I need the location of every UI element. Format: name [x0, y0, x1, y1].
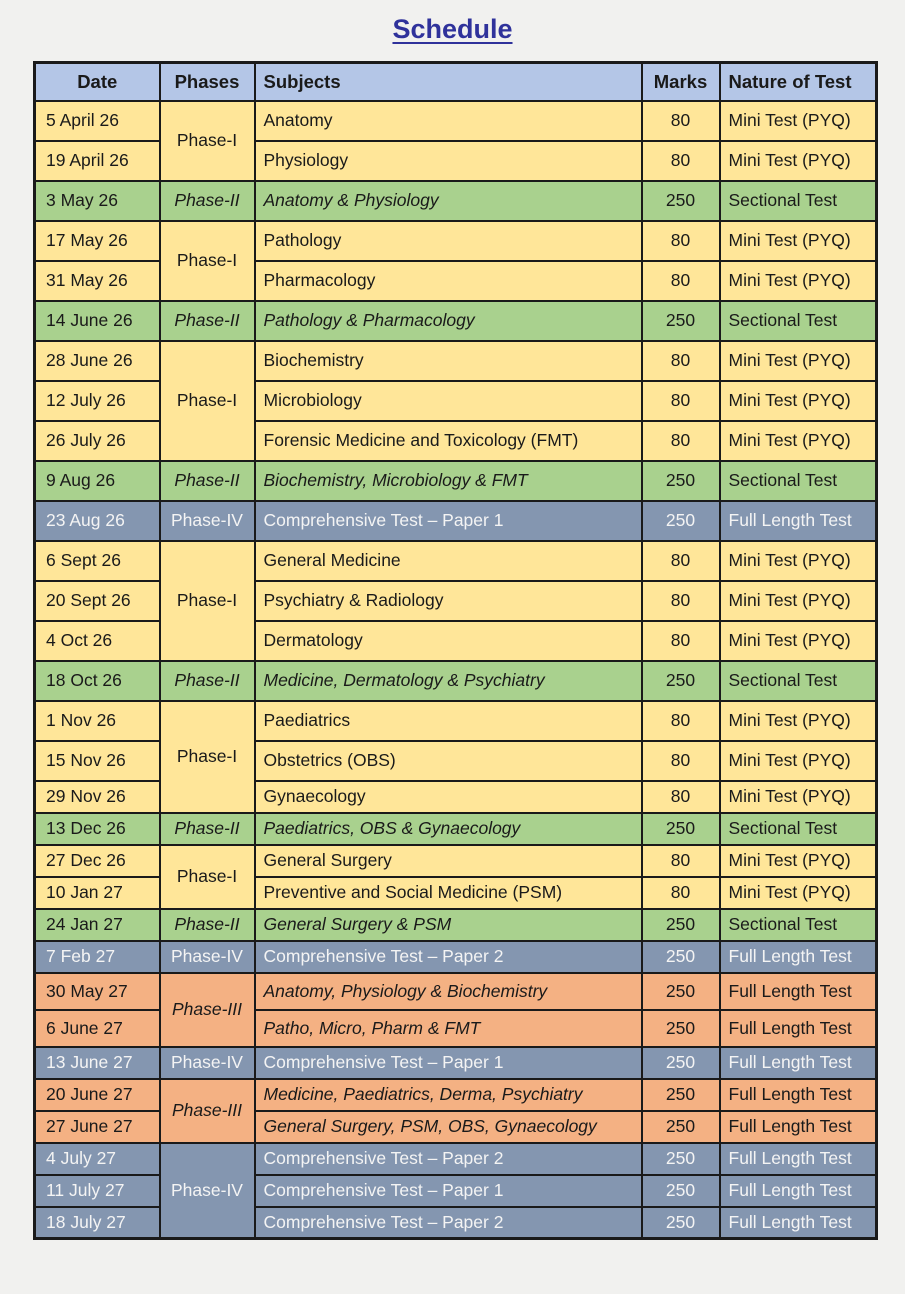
marks-cell: 80 [642, 581, 720, 621]
date-cell: 17 May 26 [35, 221, 160, 261]
marks-cell: 250 [642, 1207, 720, 1239]
date-cell: 5 April 26 [35, 101, 160, 141]
phase-cell: Phase-IV [160, 1047, 255, 1079]
table-header [35, 63, 877, 101]
nature-of-test-cell: Sectional Test [720, 301, 877, 341]
table-row [35, 101, 877, 141]
marks-cell: 250 [642, 941, 720, 973]
subject-cell: General Medicine [255, 541, 642, 581]
date-cell: 6 Sept 26 [35, 541, 160, 581]
nature-of-test-cell: Mini Test (PYQ) [720, 581, 877, 621]
marks-cell: 80 [642, 341, 720, 381]
phase-cell: Phase-I [160, 221, 255, 301]
phase-cell: Phase-I [160, 341, 255, 461]
subject-cell: Paediatrics, OBS & Gynaecology [255, 813, 642, 845]
subject-cell: Patho, Micro, Pharm & FMT [255, 1010, 642, 1047]
subject-cell: Physiology [255, 141, 642, 181]
marks-cell: 250 [642, 1079, 720, 1111]
subject-cell: Comprehensive Test – Paper 2 [255, 1143, 642, 1175]
phase-cell: Phase-IV [160, 1143, 255, 1239]
marks-cell: 250 [642, 1047, 720, 1079]
page-title: Schedule [392, 14, 513, 44]
table-row [35, 461, 877, 501]
phase-cell: Phase-I [160, 101, 255, 181]
date-cell: 3 May 26 [35, 181, 160, 221]
marks-cell: 250 [642, 973, 720, 1010]
nature-of-test-cell: Full Length Test [720, 1111, 877, 1143]
nature-of-test-cell: Full Length Test [720, 941, 877, 973]
marks-cell: 250 [642, 1143, 720, 1175]
subject-cell: Comprehensive Test – Paper 1 [255, 1047, 642, 1079]
marks-cell: 80 [642, 621, 720, 661]
phase-cell: Phase-II [160, 181, 255, 221]
date-cell: 6 June 27 [35, 1010, 160, 1047]
marks-cell: 80 [642, 845, 720, 877]
nature-of-test-cell: Mini Test (PYQ) [720, 741, 877, 781]
schedule-table [33, 61, 878, 1240]
date-cell: 28 June 26 [35, 341, 160, 381]
marks-cell: 80 [642, 141, 720, 181]
table-row [35, 341, 877, 381]
marks-cell: 250 [642, 301, 720, 341]
page [0, 14, 905, 1294]
date-cell: 20 Sept 26 [35, 581, 160, 621]
table-row [35, 1143, 877, 1175]
phase-cell: Phase-III [160, 973, 255, 1047]
nature-of-test-cell: Mini Test (PYQ) [720, 621, 877, 661]
date-cell: 13 June 27 [35, 1047, 160, 1079]
phase-cell: Phase-I [160, 541, 255, 661]
column-header-date: Date [35, 63, 160, 101]
subject-cell: Comprehensive Test – Paper 2 [255, 1207, 642, 1239]
column-header-subjects: Subjects [255, 63, 642, 101]
table-row [35, 501, 877, 541]
phase-cell: Phase-I [160, 701, 255, 813]
table-row [35, 941, 877, 973]
subject-cell: Comprehensive Test – Paper 2 [255, 941, 642, 973]
date-cell: 30 May 27 [35, 973, 160, 1010]
subject-cell: Paediatrics [255, 701, 642, 741]
subject-cell: Biochemistry, Microbiology & FMT [255, 461, 642, 501]
marks-cell: 250 [642, 181, 720, 221]
date-cell: 23 Aug 26 [35, 501, 160, 541]
table-row [35, 909, 877, 941]
date-cell: 14 June 26 [35, 301, 160, 341]
nature-of-test-cell: Mini Test (PYQ) [720, 877, 877, 909]
subject-cell: Preventive and Social Medicine (PSM) [255, 877, 642, 909]
subject-cell: Microbiology [255, 381, 642, 421]
marks-cell: 80 [642, 421, 720, 461]
subject-cell: Anatomy, Physiology & Biochemistry [255, 973, 642, 1010]
table-row [35, 661, 877, 701]
phase-cell: Phase-I [160, 845, 255, 909]
table-row [35, 845, 877, 877]
table-row [35, 973, 877, 1010]
column-header-marks: Marks [642, 63, 720, 101]
marks-cell: 250 [642, 1175, 720, 1207]
subject-cell: Biochemistry [255, 341, 642, 381]
subject-cell: Forensic Medicine and Toxicology (FMT) [255, 421, 642, 461]
column-header-phases: Phases [160, 63, 255, 101]
nature-of-test-cell: Sectional Test [720, 181, 877, 221]
marks-cell: 250 [642, 501, 720, 541]
subject-cell: Medicine, Paediatrics, Derma, Psychiatry [255, 1079, 642, 1111]
phase-cell: Phase-IV [160, 941, 255, 973]
table-row [35, 701, 877, 741]
date-cell: 20 June 27 [35, 1079, 160, 1111]
marks-cell: 250 [642, 813, 720, 845]
date-cell: 11 July 27 [35, 1175, 160, 1207]
date-cell: 12 July 26 [35, 381, 160, 421]
nature-of-test-cell: Mini Test (PYQ) [720, 101, 877, 141]
nature-of-test-cell: Full Length Test [720, 1207, 877, 1239]
date-cell: 15 Nov 26 [35, 741, 160, 781]
marks-cell: 80 [642, 877, 720, 909]
subject-cell: General Surgery [255, 845, 642, 877]
subject-cell: General Surgery, PSM, OBS, Gynaecology [255, 1111, 642, 1143]
marks-cell: 250 [642, 909, 720, 941]
marks-cell: 250 [642, 461, 720, 501]
phase-cell: Phase-II [160, 301, 255, 341]
marks-cell: 80 [642, 381, 720, 421]
phase-cell: Phase-II [160, 461, 255, 501]
nature-of-test-cell: Sectional Test [720, 813, 877, 845]
nature-of-test-cell: Mini Test (PYQ) [720, 845, 877, 877]
date-cell: 7 Feb 27 [35, 941, 160, 973]
table-row [35, 181, 877, 221]
date-cell: 9 Aug 26 [35, 461, 160, 501]
marks-cell: 250 [642, 1111, 720, 1143]
marks-cell: 80 [642, 701, 720, 741]
header-row [35, 63, 877, 101]
date-cell: 26 July 26 [35, 421, 160, 461]
date-cell: 29 Nov 26 [35, 781, 160, 813]
subject-cell: Comprehensive Test – Paper 1 [255, 501, 642, 541]
table-row [35, 541, 877, 581]
table-row [35, 301, 877, 341]
phase-cell: Phase-III [160, 1079, 255, 1143]
nature-of-test-cell: Sectional Test [720, 461, 877, 501]
nature-of-test-cell: Mini Test (PYQ) [720, 421, 877, 461]
subject-cell: Medicine, Dermatology & Psychiatry [255, 661, 642, 701]
date-cell: 4 Oct 26 [35, 621, 160, 661]
nature-of-test-cell: Mini Test (PYQ) [720, 381, 877, 421]
date-cell: 4 July 27 [35, 1143, 160, 1175]
marks-cell: 80 [642, 781, 720, 813]
subject-cell: Comprehensive Test – Paper 1 [255, 1175, 642, 1207]
marks-cell: 250 [642, 661, 720, 701]
subject-cell: Psychiatry & Radiology [255, 581, 642, 621]
date-cell: 13 Dec 26 [35, 813, 160, 845]
marks-cell: 80 [642, 221, 720, 261]
date-cell: 1 Nov 26 [35, 701, 160, 741]
date-cell: 10 Jan 27 [35, 877, 160, 909]
nature-of-test-cell: Mini Test (PYQ) [720, 221, 877, 261]
subject-cell: Pharmacology [255, 261, 642, 301]
nature-of-test-cell: Mini Test (PYQ) [720, 141, 877, 181]
subject-cell: Pathology & Pharmacology [255, 301, 642, 341]
nature-of-test-cell: Full Length Test [720, 1175, 877, 1207]
subject-cell: Obstetrics (OBS) [255, 741, 642, 781]
subject-cell: General Surgery & PSM [255, 909, 642, 941]
nature-of-test-cell: Full Length Test [720, 1079, 877, 1111]
marks-cell: 250 [642, 1010, 720, 1047]
subject-cell: Dermatology [255, 621, 642, 661]
marks-cell: 80 [642, 541, 720, 581]
date-cell: 24 Jan 27 [35, 909, 160, 941]
nature-of-test-cell: Full Length Test [720, 1010, 877, 1047]
phase-cell: Phase-II [160, 813, 255, 845]
date-cell: 19 April 26 [35, 141, 160, 181]
subject-cell: Anatomy & Physiology [255, 181, 642, 221]
marks-cell: 80 [642, 101, 720, 141]
marks-cell: 80 [642, 741, 720, 781]
nature-of-test-cell: Mini Test (PYQ) [720, 701, 877, 741]
phase-cell: Phase-II [160, 909, 255, 941]
nature-of-test-cell: Mini Test (PYQ) [720, 341, 877, 381]
nature-of-test-cell: Full Length Test [720, 501, 877, 541]
table-row [35, 813, 877, 845]
subject-cell: Gynaecology [255, 781, 642, 813]
table-row [35, 1079, 877, 1111]
phase-cell: Phase-IV [160, 501, 255, 541]
nature-of-test-cell: Mini Test (PYQ) [720, 781, 877, 813]
date-cell: 27 Dec 26 [35, 845, 160, 877]
date-cell: 31 May 26 [35, 261, 160, 301]
nature-of-test-cell: Full Length Test [720, 1047, 877, 1079]
nature-of-test-cell: Full Length Test [720, 973, 877, 1010]
nature-of-test-cell: Mini Test (PYQ) [720, 541, 877, 581]
marks-cell: 80 [642, 261, 720, 301]
table-row [35, 1047, 877, 1079]
column-header-nature-of-test: Nature of Test [720, 63, 877, 101]
nature-of-test-cell: Sectional Test [720, 909, 877, 941]
nature-of-test-cell: Full Length Test [720, 1143, 877, 1175]
nature-of-test-cell: Sectional Test [720, 661, 877, 701]
date-cell: 18 July 27 [35, 1207, 160, 1239]
phase-cell: Phase-II [160, 661, 255, 701]
subject-cell: Pathology [255, 221, 642, 261]
date-cell: 18 Oct 26 [35, 661, 160, 701]
table-row [35, 221, 877, 261]
date-cell: 27 June 27 [35, 1111, 160, 1143]
nature-of-test-cell: Mini Test (PYQ) [720, 261, 877, 301]
subject-cell: Anatomy [255, 101, 642, 141]
